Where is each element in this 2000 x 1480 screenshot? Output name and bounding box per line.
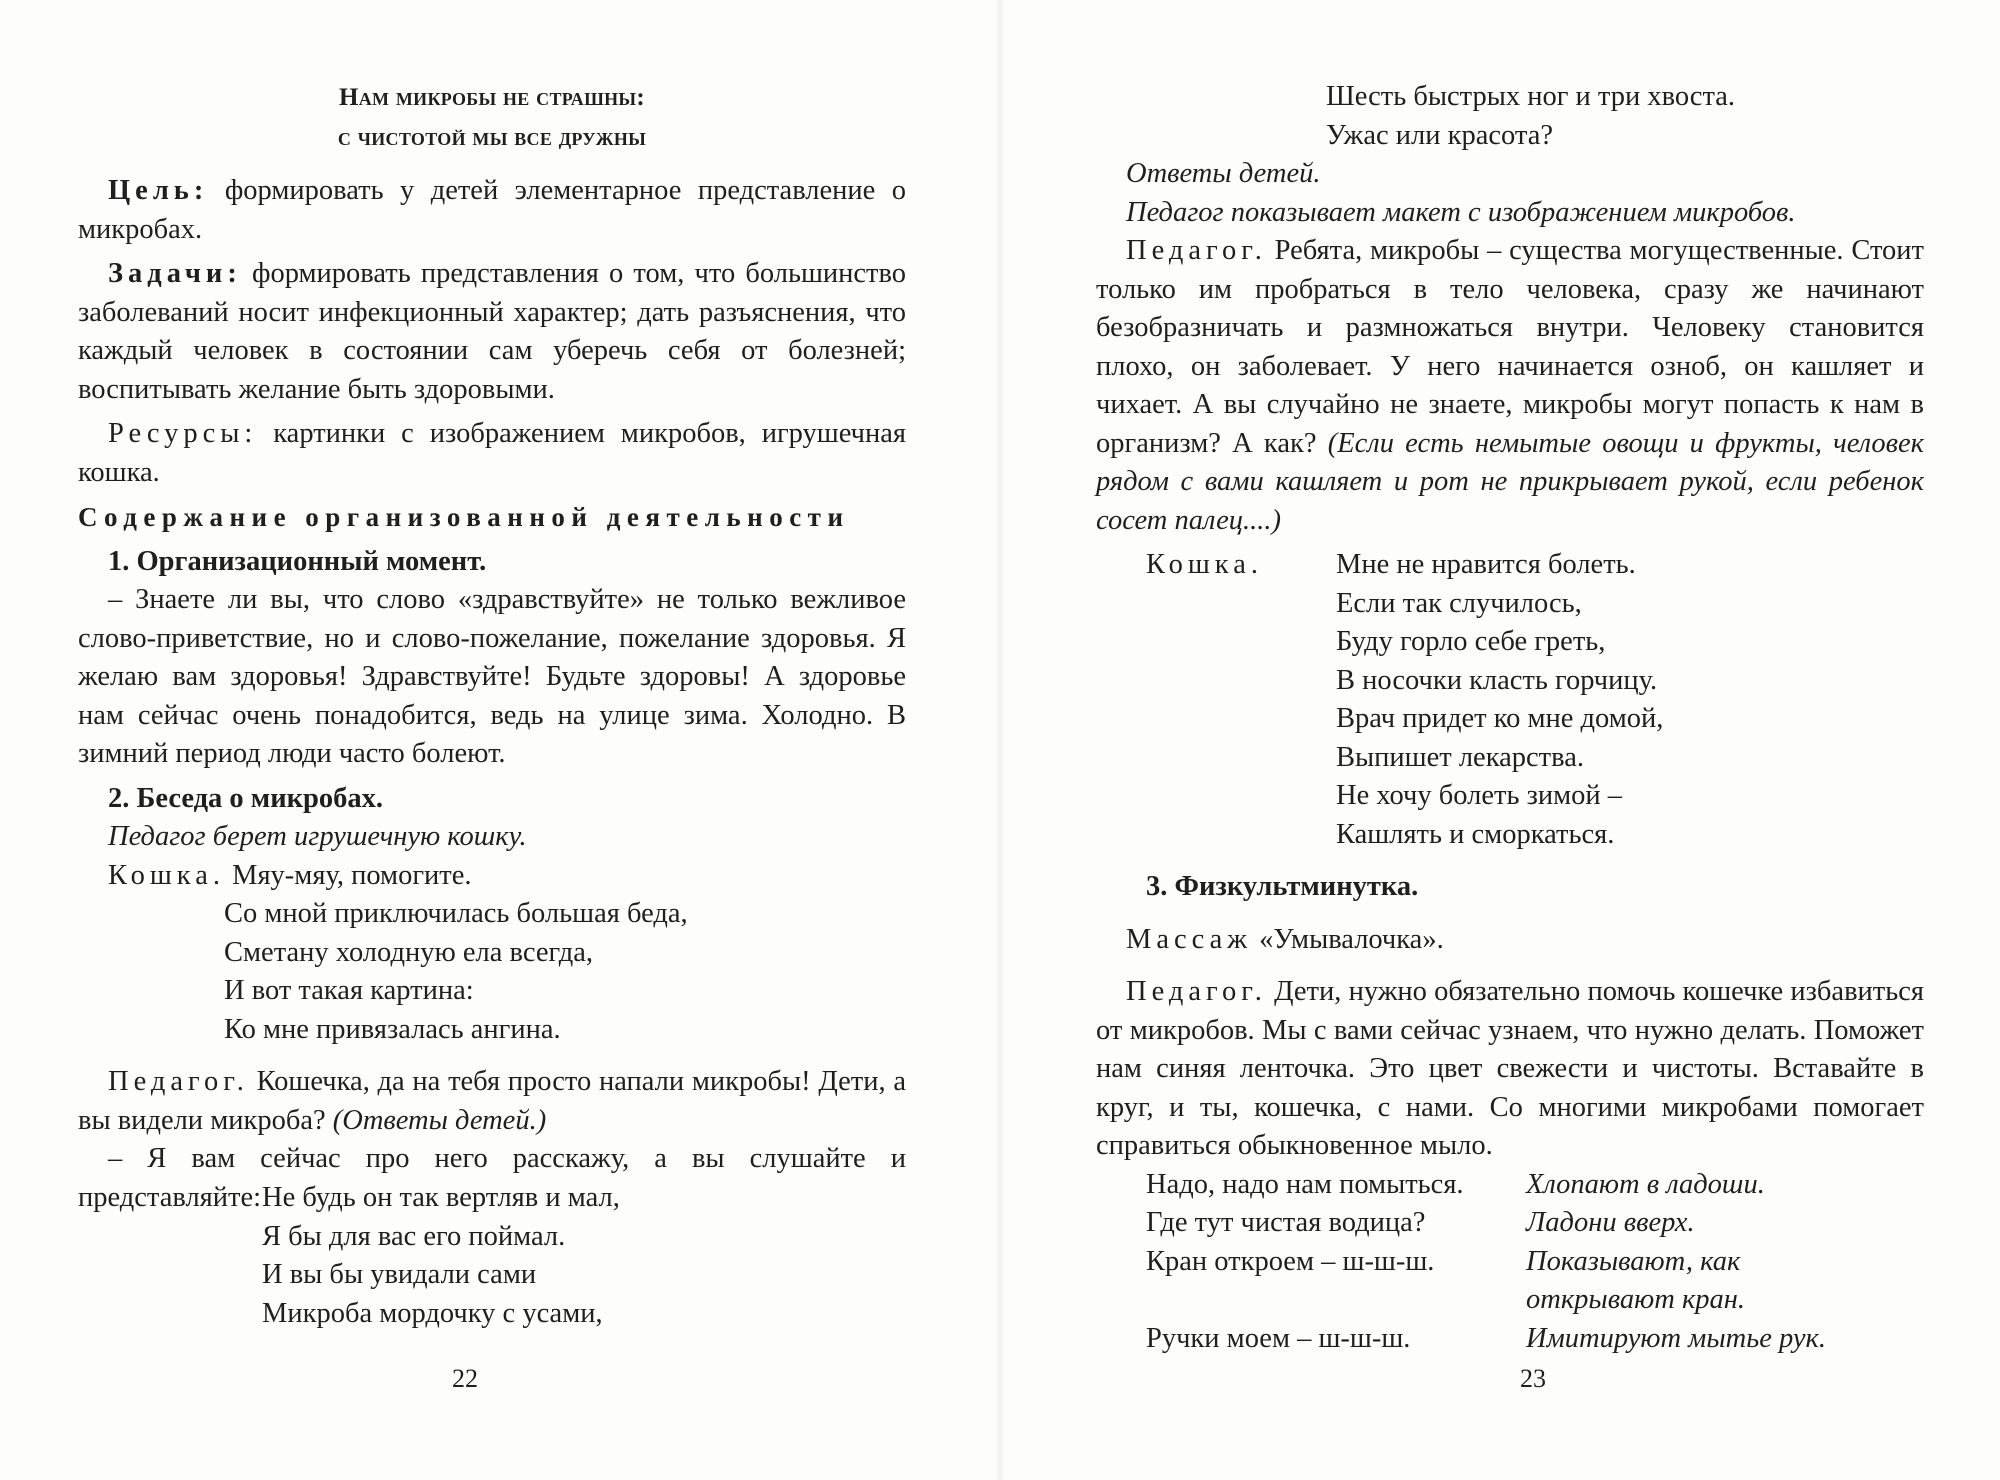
cat-first-line-text: Мяу-мяу, помогите.: [232, 859, 472, 891]
exercise-action: Хлопают в ладоши.: [1526, 1168, 1765, 1200]
teacher-text: Ребята, микробы – существа могущественные. Стоит только им пробраться в тело человека, сразу же начинают безобразничать и размножаться внутри. Человеку становится плохо, он заболевает. У него начинается озноб, он кашляет и чихает. А вы случайно не знаете, микробы могут попасть к нам в организм? А как?: [1096, 235, 1924, 459]
poem-continuation: [1326, 78, 1924, 155]
cat-verse: [1336, 546, 1663, 854]
cat-verse-line: Кашлять и сморкаться.: [1336, 818, 1615, 850]
exercise-action: Показывают, как открывают кран.: [1526, 1245, 1746, 1315]
left-text-column: [78, 78, 906, 1333]
goal-paragraph: [78, 172, 906, 249]
poem-line: Ужас или красота?: [1326, 119, 1554, 151]
poem-line: Не будь он так вертляв и мал,: [262, 1182, 620, 1213]
exercise-action: Имитируют мытье рук.: [1526, 1322, 1826, 1354]
teacher-speaker-label: Педагог.: [1126, 976, 1267, 1007]
tasks-paragraph: [78, 255, 906, 409]
massage-label: Массаж: [1126, 923, 1252, 955]
cat-verse-line: Ко мне привязалась ангина.: [224, 1013, 561, 1045]
step-1-heading: 1. Организационный момент.: [108, 545, 487, 577]
teacher-text: Кошечка, да на тебя просто напали микробы! Дети, а вы видели микроба?: [78, 1066, 907, 1136]
poem-line: Я бы для вас его поймал.: [262, 1220, 566, 1252]
goal-text: формировать у детей элементарное представление о микробах.: [78, 175, 906, 245]
tasks-label: Задачи:: [108, 258, 242, 289]
exercise-line: Где тут чистая водица?: [1146, 1207, 1426, 1238]
cat-verse-line: В носочки класть горчицу.: [1336, 664, 1658, 696]
page-23: [1000, 0, 2000, 1480]
cat-dialog: [1146, 546, 1924, 854]
teacher-paragraph: [78, 1063, 906, 1140]
exercise-line: Надо, надо нам помыться.: [1146, 1168, 1464, 1200]
exercise-line: Кран откроем – ш-ш-ш.: [1146, 1245, 1435, 1277]
stage-direction-model: Педагог показывает макет с изображением микробов.: [1126, 196, 1796, 228]
resources-label: Ресурсы:: [108, 418, 258, 449]
massage-title: «Умывалочка».: [1259, 923, 1444, 955]
massage-paragraph: [1096, 921, 1924, 960]
goal-label: Цель:: [108, 175, 209, 206]
cat-verse: [224, 895, 906, 1049]
section-heading: Содержание организованной деятельности: [78, 502, 850, 532]
poem-line: И вы бы увидали сами: [262, 1259, 537, 1290]
right-text-column: [1096, 0, 1924, 1358]
exercise-line: Ручки моем – ш-ш-ш.: [1146, 1322, 1411, 1354]
teacher-intro-paragraph: – Я вам сейчас про него расскажу, а вы слушайте и представляйте:: [78, 1143, 906, 1213]
page-number-23: 23: [1520, 1364, 1546, 1393]
teacher-speaker-label: Педагог.: [108, 1066, 249, 1097]
cat-verse-line: Мне не нравится болеть.: [1336, 549, 1636, 580]
cat-speaker-label: Кошка.: [1146, 549, 1263, 580]
step-3-heading: 3. Физкультминутка.: [1146, 871, 1419, 902]
teacher-paragraph-2: [1096, 973, 1924, 1166]
resources-text: картинки с изображением микробов, игрушечная кошка.: [78, 418, 906, 488]
cat-verse-line: Если так случилось,: [1336, 587, 1582, 619]
teacher-paragraph: [1096, 232, 1924, 540]
exercise-action: Ладони вверх.: [1526, 1207, 1695, 1238]
teacher-text: Дети, нужно обязательно помочь кошечке избавиться от микробов. Мы с вами сейчас узнаем, что нужно делать. Поможет нам синяя ленточка. Это цвет свежести и чистоты. Вставайте в круг, и ты, кошечка, с нами. Со многими микробами помогает справиться обыкновенное мыло.: [1096, 976, 1925, 1161]
tasks-text: формировать представления о том, что большинство заболеваний носит инфекционный характер; дать разъяснения, что каждый человек в состоянии сам уберечь себя от болезней; воспитывать желание быть здоровыми.: [78, 258, 907, 405]
cat-verse-line: Сметану холодную ела всегда,: [224, 936, 594, 968]
stage-direction-answers: Ответы детей.: [1126, 158, 1321, 189]
cat-verse-line: И вот такая картина:: [224, 975, 474, 1006]
exercise-table: [1146, 1166, 1924, 1359]
poem-line: Микроба мордочку с усами,: [262, 1297, 603, 1329]
title-line-2: с чистотой мы все дружны: [337, 124, 647, 151]
teacher-remark: (Если есть немытые овощи и фрукты, человек рядом с вами кашляет и рот не прикрывает рукой, если ребенок сосет палец....): [1096, 427, 1925, 536]
teacher-speaker-label: Педагог.: [1126, 235, 1267, 266]
cat-verse-line: Буду горло себе греть,: [1336, 626, 1606, 657]
title-line-1: Нам микробы не страшны:: [338, 84, 646, 111]
cat-verse-line: Выпишет лекарства.: [1336, 741, 1584, 773]
cat-speaker-label: Кошка.: [108, 859, 225, 891]
step-2-stage-direction: Педагог берет игрушечную кошку.: [108, 821, 527, 852]
poem-line: Шесть быстрых ног и три хвоста.: [1326, 81, 1736, 112]
page-number-22: 22: [452, 1364, 478, 1393]
teacher-remark: (Ответы детей.): [332, 1104, 547, 1136]
step-1-text: – Знаете ли вы, что слово «здравствуйте» не только вежливое слово-приветствие, но и слово-пожелание, пожелание здоровья. Я желаю вам здоровья! Здравствуйте! Будьте здоровы! А здоровье нам сейчас очень понадобится, ведь на улице зима. Холодно. В зимний период люди часто болеют.: [78, 584, 906, 769]
cat-verse-line: Врач придет ко мне домой,: [1336, 703, 1664, 734]
cat-verse-line: Не хочу болеть зимой –: [1336, 780, 1622, 811]
cat-first-line: [78, 857, 906, 896]
cat-verse-line: Со мной приключилась большая беда,: [224, 898, 688, 929]
resources-paragraph: [78, 415, 906, 492]
microbe-poem: [262, 1179, 906, 1333]
lesson-title: [78, 78, 906, 158]
step-2-heading: 2. Беседа о микробах.: [108, 782, 384, 814]
